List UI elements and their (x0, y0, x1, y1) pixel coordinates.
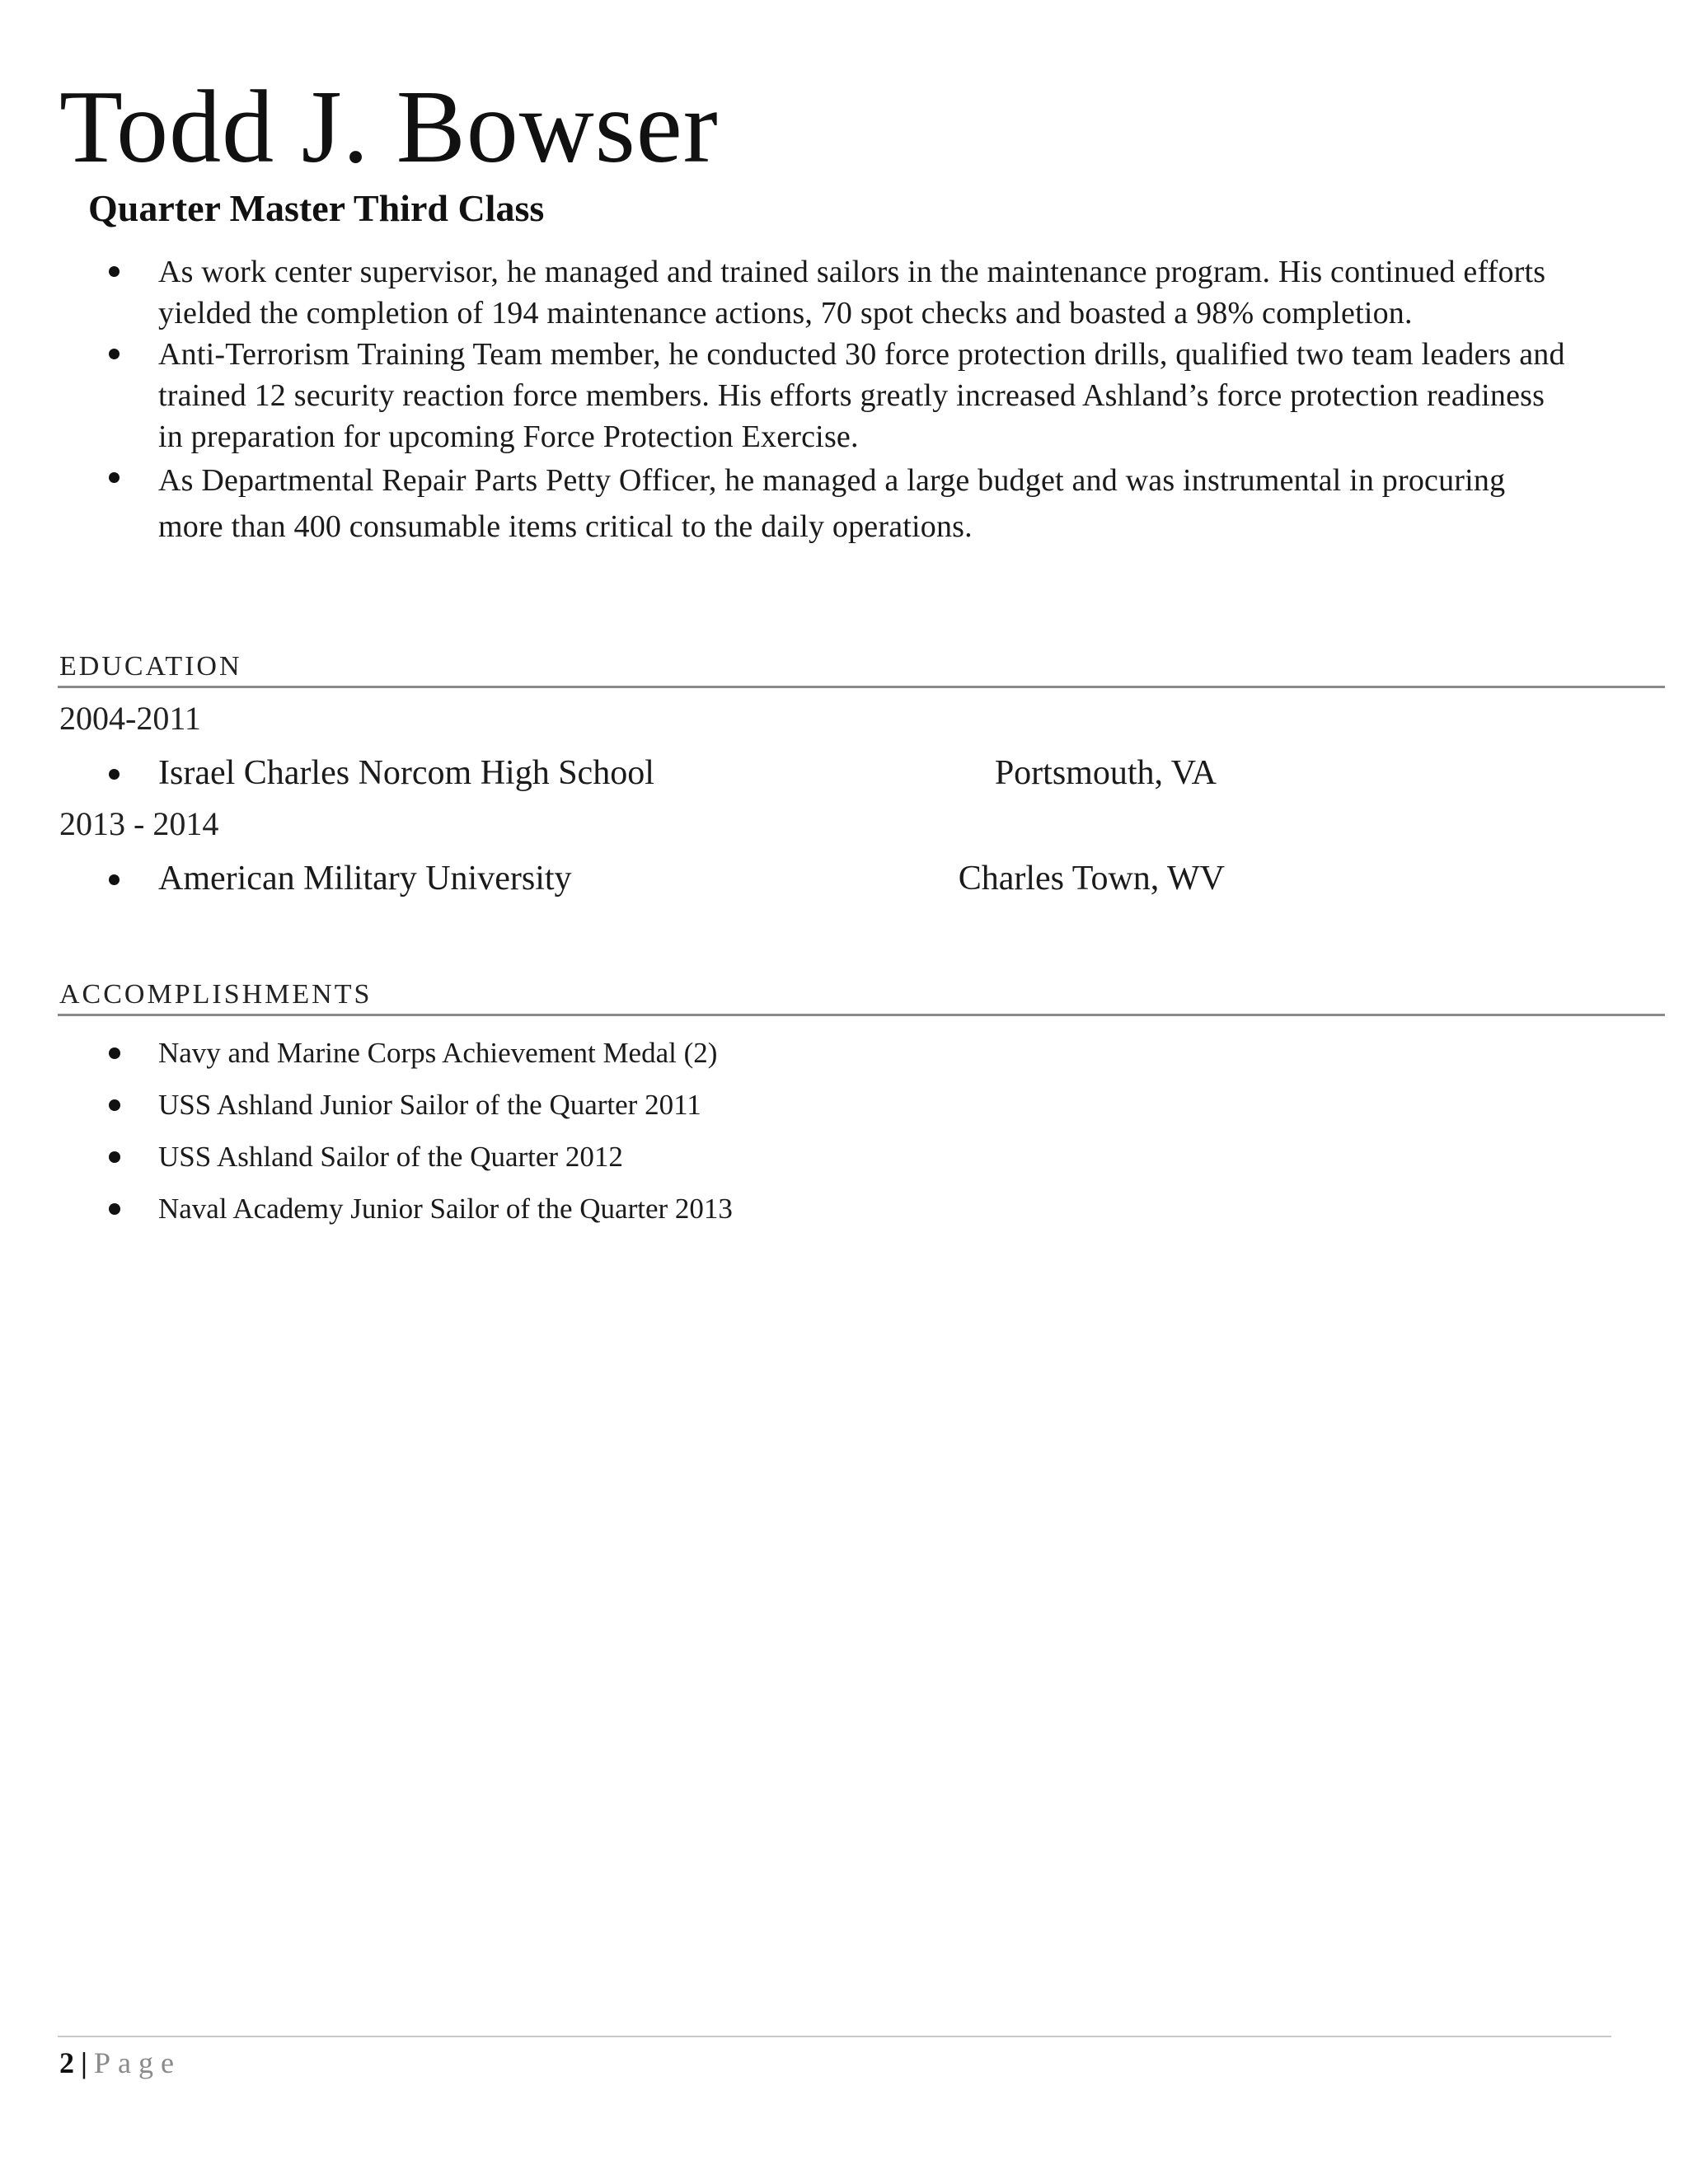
education-location: Portsmouth, VA (994, 754, 1217, 792)
education-location: Charles Town, WV (958, 860, 1225, 898)
page-separator: | (81, 2046, 87, 2079)
accomplishments-divider (58, 1014, 1665, 1016)
accomplishment-item (107, 1188, 733, 1240)
footer-divider (58, 2036, 1611, 2037)
education-school: American Military University (158, 860, 572, 898)
bullet-icon (109, 1047, 120, 1059)
education-entry (107, 858, 1225, 899)
education-school: Israel Charles Norcom High School (158, 754, 654, 792)
job-title: Quarter Master Third Class (88, 187, 545, 229)
candidate-name: Todd J. Bowser (59, 70, 719, 185)
experience-bullet-text: Anti-Terrorism Training Team member, he conducted 30 force protection drills, qualified two team leaders and trained 12 security reaction force members. His efforts greatly increased Ashland’s force protection readiness in preparation for upcoming Force Protection Exercise. (158, 337, 1565, 454)
accomplishment-item (107, 1085, 733, 1137)
bullet-icon (109, 769, 120, 780)
bullet-icon (109, 874, 120, 885)
experience-bullet-text: As Departmental Repair Parts Petty Officer, he managed a large budget and was instrumental in procuring more than 400 consumable items critical to the daily operations. (158, 463, 1506, 544)
accomplishments-heading: ACCOMPLISHMENTS (59, 979, 373, 1010)
bullet-icon (109, 1151, 120, 1163)
bullet-icon (109, 349, 120, 359)
accomplishment-text: Navy and Marine Corps Achievement Medal (2) (158, 1037, 718, 1069)
bullet-icon (109, 472, 120, 483)
bullet-icon (109, 266, 120, 277)
page-footer (59, 2042, 181, 2083)
accomplishment-item (107, 1033, 733, 1085)
education-entry (107, 752, 1220, 794)
education-divider (58, 686, 1665, 688)
page-number: 2 (59, 2046, 74, 2079)
education-heading: EDUCATION (59, 651, 242, 682)
accomplishment-text: USS Ashland Sailor of the Quarter 2012 (158, 1141, 623, 1173)
education-dates: 2004-2011 (59, 700, 201, 737)
experience-bullet (107, 334, 1574, 457)
education-dates: 2013 - 2014 (59, 805, 219, 842)
accomplishment-item (107, 1137, 733, 1188)
accomplishments-list (107, 1033, 733, 1240)
page-label: Page (93, 2046, 181, 2079)
experience-bullet-list (107, 251, 1574, 550)
experience-bullet (107, 251, 1574, 334)
accomplishment-text: USS Ashland Junior Sailor of the Quarter 2011 (158, 1089, 701, 1121)
experience-bullet-text: As work center supervisor, he managed and trained sailors in the maintenance program. His continued efforts yielded the completion of 194 maintenance actions, 70 spot checks and boasted a 98% completion. (158, 255, 1546, 330)
accomplishment-text: Naval Academy Junior Sailor of the Quarter 2013 (158, 1193, 733, 1225)
bullet-icon (109, 1099, 120, 1111)
bullet-icon (109, 1203, 120, 1215)
experience-bullet (107, 457, 1574, 550)
